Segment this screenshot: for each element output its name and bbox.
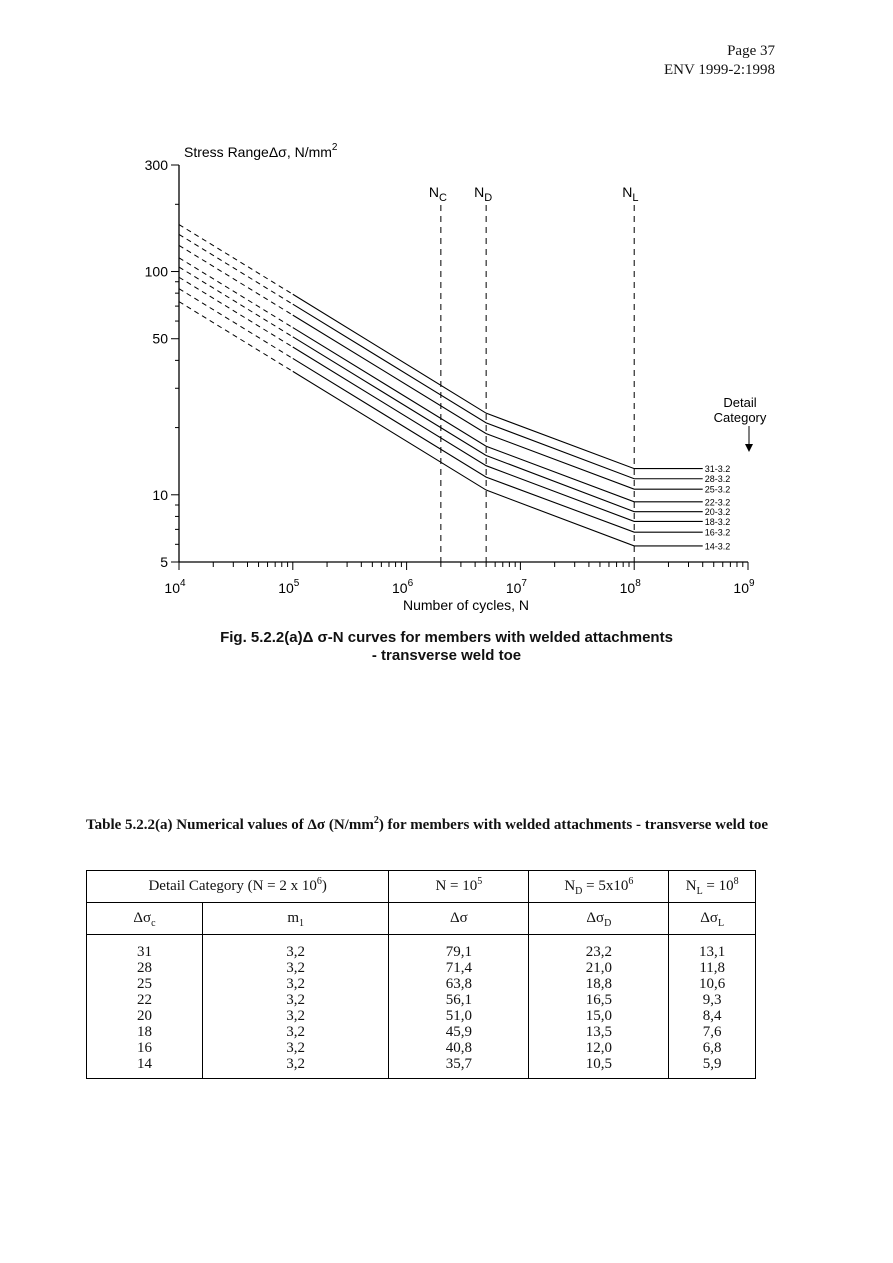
marker-label: $N_L$ xyxy=(622,184,639,204)
table-subheader-row xyxy=(87,903,756,935)
curve-solid xyxy=(293,371,703,546)
curve-label: 14-3.2 xyxy=(704,541,731,552)
x-axis-label: Number of cycles, N xyxy=(402,597,530,613)
chart-labels xyxy=(145,142,767,613)
table-cell: 35,7 xyxy=(389,1056,529,1079)
curve-solid xyxy=(293,294,703,468)
table-cell: 23,2 xyxy=(529,935,669,961)
table-cell: 9,3 xyxy=(669,992,756,1008)
table-title-sup: 2 xyxy=(373,815,379,826)
table-cell: 3,2 xyxy=(203,976,389,992)
table-cell: 18,8 xyxy=(529,976,669,992)
table-row xyxy=(87,960,756,976)
curve-label: 31-3.2 xyxy=(704,464,731,475)
subheader-delta-sigma-c: $\Delta\sigma_c$ xyxy=(87,903,203,935)
page-number: Page 37 xyxy=(727,43,775,59)
subheader-delta-sigma-l: $\Delta\sigma_L$ xyxy=(669,903,756,935)
x-tick-label: $10^8$ xyxy=(619,578,641,596)
table-cell: 10,5 xyxy=(529,1056,669,1079)
table-cell: 11,8 xyxy=(669,960,756,976)
curve-label: 28-3.2 xyxy=(704,474,731,485)
caption-line-1: Fig. 5.2.2(a)Δ σ-N curves for members with welded attachments xyxy=(220,629,673,646)
table-row xyxy=(87,1040,756,1056)
table-title-text: Table 5.2.2(a) Numerical values of Δσ (N/mm xyxy=(86,817,374,833)
table-header-row xyxy=(87,871,756,903)
y-tick-label: 300 xyxy=(144,157,168,173)
header-nd: $N_D = 5x10^6$ xyxy=(529,871,669,903)
table-row xyxy=(87,1008,756,1024)
table-cell: 40,8 xyxy=(389,1040,529,1056)
table-cell: 21,0 xyxy=(529,960,669,976)
table-cell: 51,0 xyxy=(389,1008,529,1024)
table-cell: 28 xyxy=(87,960,203,976)
curve-solid xyxy=(293,347,703,521)
y-tick-label: 5 xyxy=(160,554,168,570)
curve-solid xyxy=(293,304,703,479)
table-cell: 7,6 xyxy=(669,1024,756,1040)
table-row xyxy=(87,1024,756,1040)
curve-solid xyxy=(293,337,703,512)
table-row xyxy=(87,992,756,1008)
table-cell: 3,2 xyxy=(203,1008,389,1024)
legend-title-line-2: Category xyxy=(713,410,767,425)
table-cell: 18 xyxy=(87,1024,203,1040)
curve-label: 25-3.2 xyxy=(704,484,731,495)
y-tick-label: 100 xyxy=(144,263,168,280)
table-row xyxy=(87,976,756,992)
legend-title-line-1: Detail xyxy=(723,395,757,410)
table-cell: 14 xyxy=(87,1056,203,1079)
subheader-delta-sigma: Δσ xyxy=(389,903,529,935)
table-cell: 3,2 xyxy=(203,960,389,976)
table-cell: 3,2 xyxy=(203,935,389,961)
x-tick-label: $10^7$ xyxy=(505,578,527,596)
table-cell: 3,2 xyxy=(203,1024,389,1040)
curve-dashed-segment xyxy=(179,245,293,315)
legend-arrow-head xyxy=(745,444,753,452)
figure-caption xyxy=(0,629,893,665)
curve-dashed-segment xyxy=(179,258,293,328)
table-cell: 10,6 xyxy=(669,976,756,992)
curve-label: 20-3.2 xyxy=(704,507,731,518)
curve-dashed-segment xyxy=(179,234,293,304)
table-row xyxy=(87,1056,756,1079)
x-tick-label: $10^5$ xyxy=(278,578,300,596)
caption-line-2: - transverse weld toe xyxy=(371,647,522,664)
header-n-1e5: $N = 10^5$ xyxy=(389,871,529,903)
marker-label: $N_D$ xyxy=(474,184,493,204)
table-cell: 31 xyxy=(87,935,203,961)
table-cell: 16,5 xyxy=(529,992,669,1008)
curve-dashed-segment xyxy=(179,289,293,359)
header-detail-category: Detail Category (N = 2 x $10^6$) xyxy=(87,871,389,903)
standard-id: ENV 1999-2:1998 xyxy=(664,62,775,78)
table-cell: 3,2 xyxy=(203,992,389,1008)
subheader-delta-sigma-d: $\Delta\sigma_D$ xyxy=(529,903,669,935)
curve-solid xyxy=(293,328,703,502)
chart-axes xyxy=(171,165,753,570)
curve-label: 16-3.2 xyxy=(704,527,731,538)
curve-label: 22-3.2 xyxy=(704,497,731,508)
table-cell: 8,4 xyxy=(669,1008,756,1024)
x-tick-label: $10^9$ xyxy=(733,578,755,596)
table-cell: 22 xyxy=(87,992,203,1008)
table-cell: 25 xyxy=(87,976,203,992)
table-cell: 15,0 xyxy=(529,1008,669,1024)
table-cell: 6,8 xyxy=(669,1040,756,1056)
curve-dashed-segment xyxy=(179,267,293,337)
table-cell: 20 xyxy=(87,1008,203,1024)
table-cell: 5,9 xyxy=(669,1056,756,1079)
y-axis-label: Stress RangeΔσ, $N/mm^2$ xyxy=(184,142,338,160)
table-cell: 79,1 xyxy=(389,935,529,961)
table-row xyxy=(87,935,756,961)
sn-curve-chart xyxy=(0,0,893,620)
y-tick-label: 10 xyxy=(152,486,168,503)
table-cell: 12,0 xyxy=(529,1040,669,1056)
table-cell: 56,1 xyxy=(389,992,529,1008)
values-table xyxy=(86,870,756,1079)
table-cell: 3,2 xyxy=(203,1040,389,1056)
table-cell: 3,2 xyxy=(203,1056,389,1079)
table-title-text-2: ) for members with welded attachments - transverse weld toe xyxy=(378,817,769,833)
subheader-m1: $m_1$ xyxy=(203,903,389,935)
table-body xyxy=(87,935,756,1079)
header-nl: $N_L = 10^8$ xyxy=(669,871,756,903)
table-cell: 63,8 xyxy=(389,976,529,992)
curve-solid xyxy=(293,315,703,489)
curve-dashed-segment xyxy=(179,225,293,295)
table-title xyxy=(86,815,816,835)
table-cell: 71,4 xyxy=(389,960,529,976)
marker-label: $N_C$ xyxy=(428,184,447,204)
x-tick-label: $10^6$ xyxy=(392,578,414,596)
table-cell: 45,9 xyxy=(389,1024,529,1040)
x-tick-label: $10^4$ xyxy=(164,578,186,596)
table-cell: 16 xyxy=(87,1040,203,1056)
table-cell: 13,1 xyxy=(669,935,756,961)
vertical-markers xyxy=(441,205,634,562)
curve-label: 18-3.2 xyxy=(704,516,731,527)
table-cell: 13,5 xyxy=(529,1024,669,1040)
y-tick-label: 50 xyxy=(152,330,168,347)
